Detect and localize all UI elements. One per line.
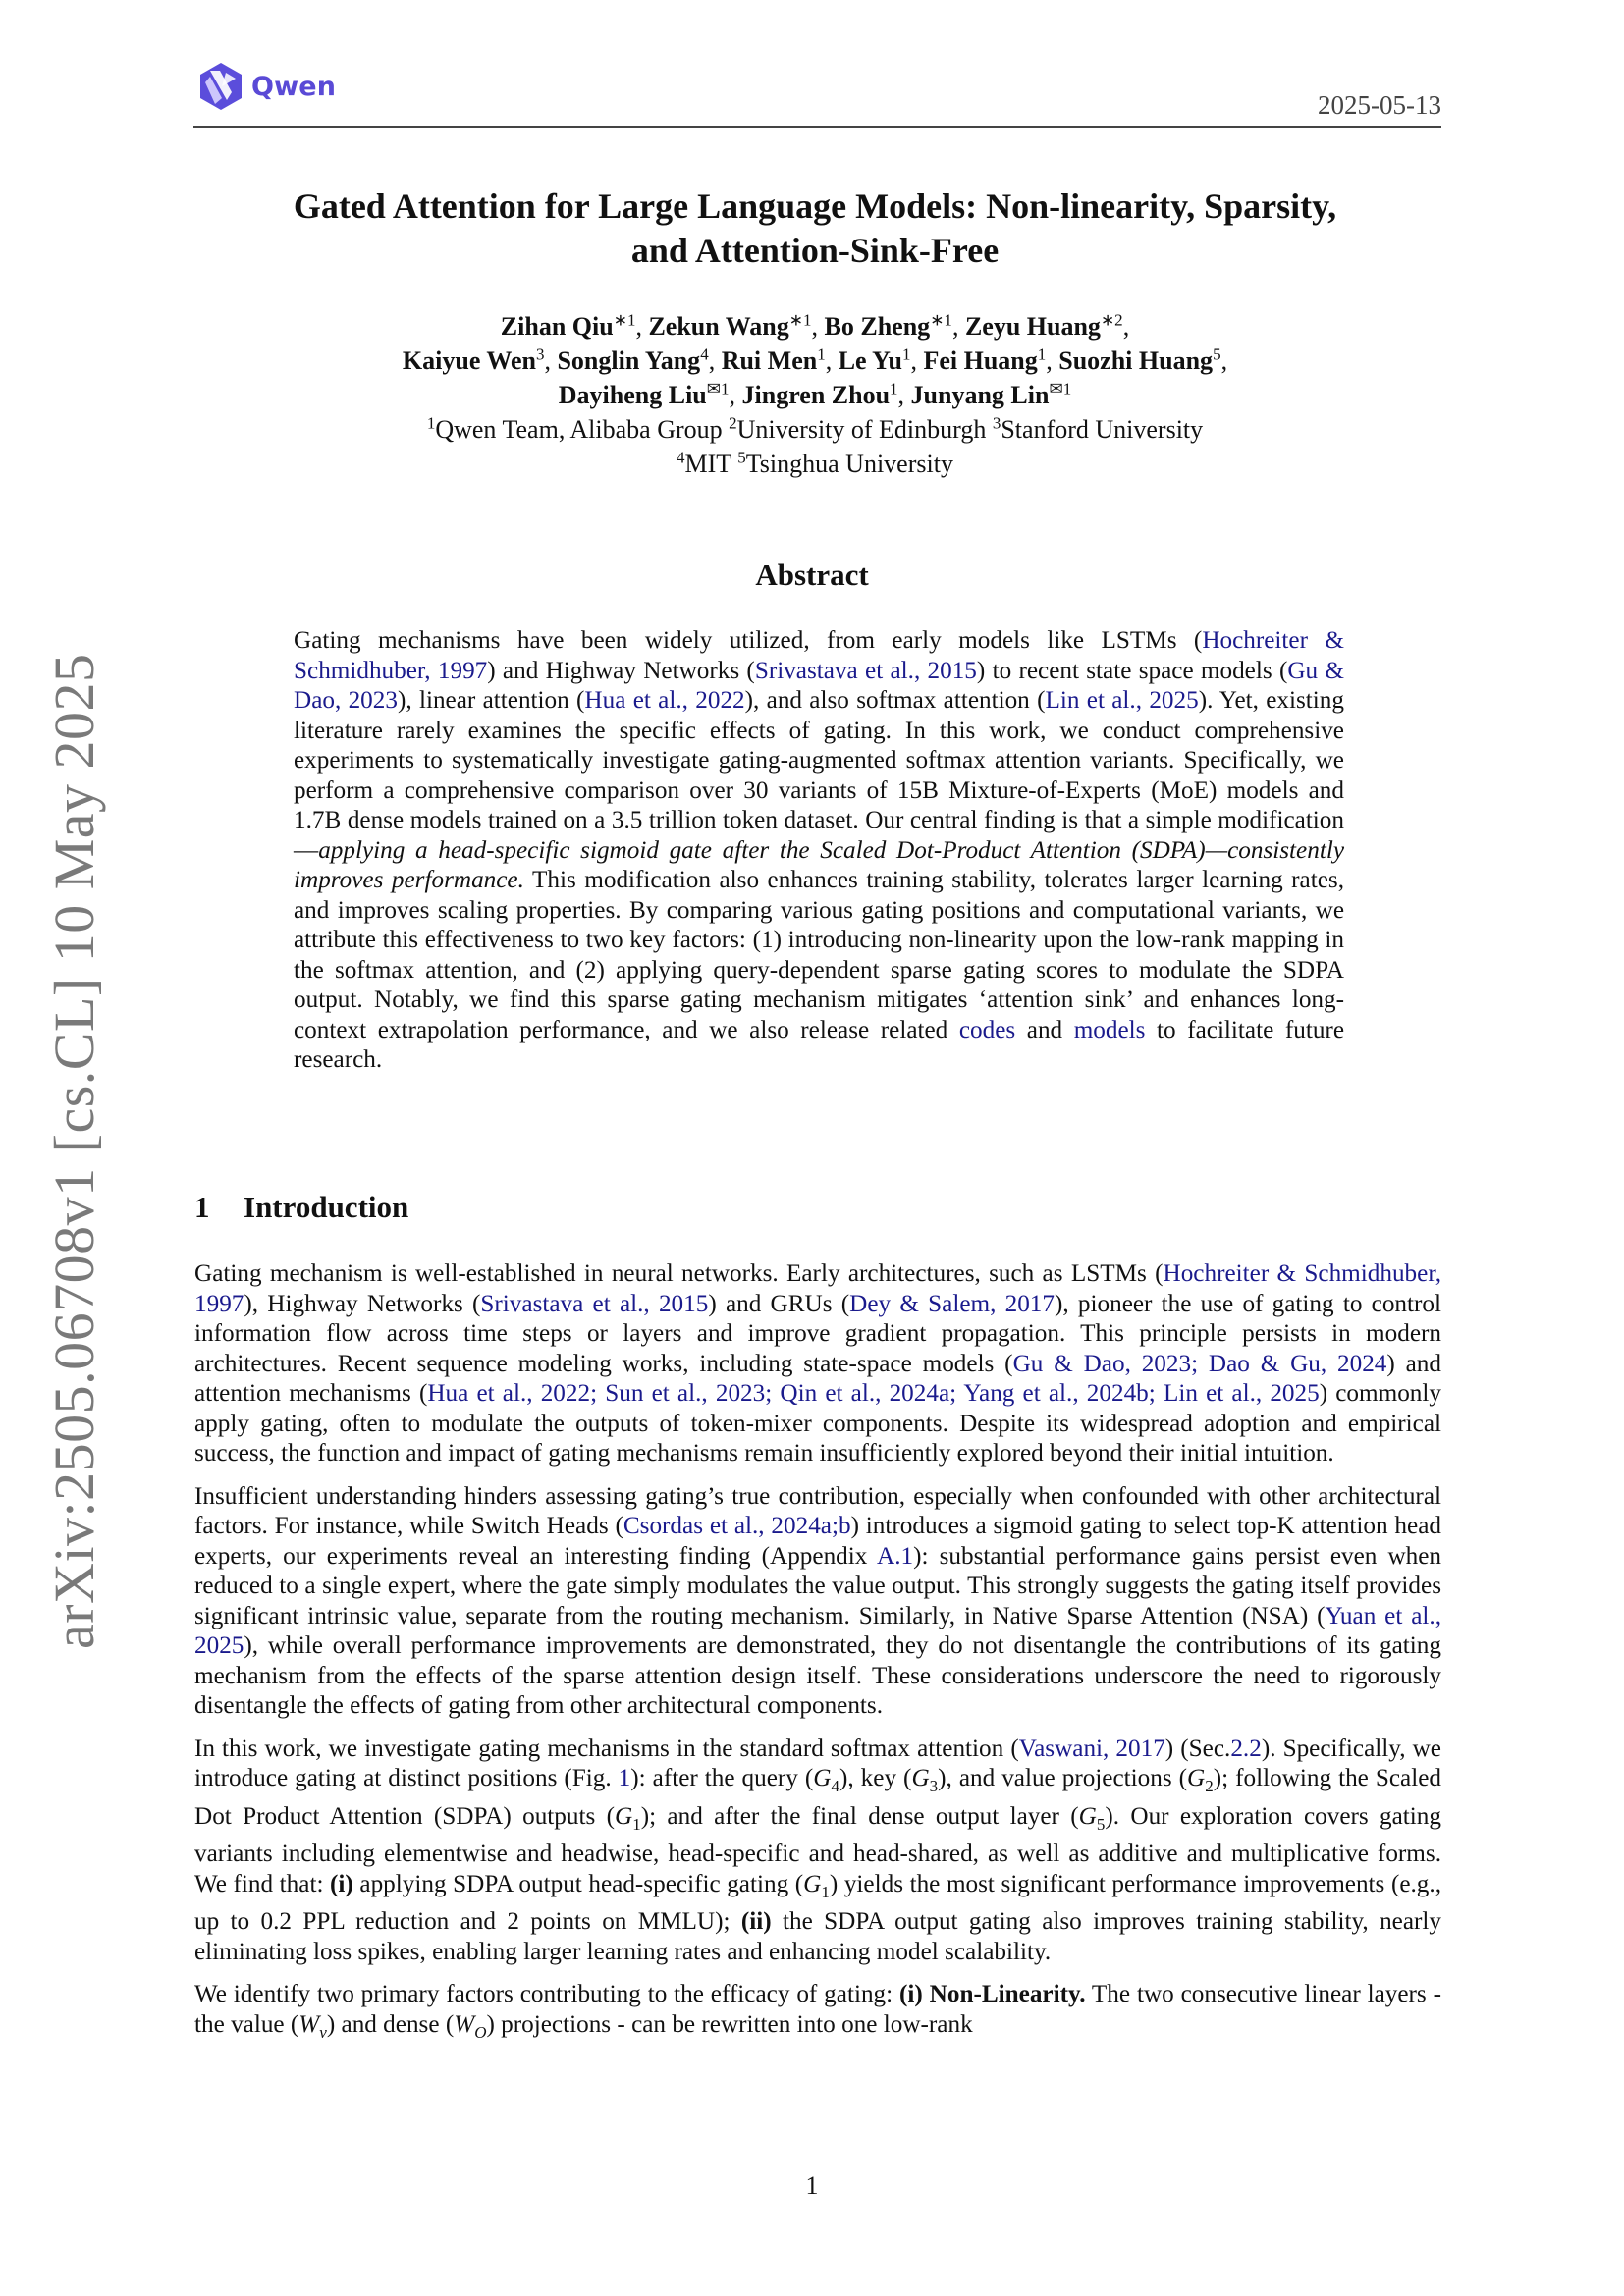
author-mark: 1 [901, 345, 911, 364]
text: the SDPA output gating also improves training stability, nearly eliminating loss spikes, enabling larger learning rates and enhancing model scalability. [194, 1908, 1442, 1965]
text: ), and value projections ( [938, 1765, 1188, 1791]
models-link[interactable]: models [1073, 1016, 1146, 1043]
author-name: Jingren Zhou [741, 381, 891, 409]
affiliation-mark: 4 [677, 448, 685, 467]
author-name: Rui Men [721, 347, 818, 375]
affiliation-mark: 3 [992, 413, 1001, 433]
bold-marker: (ii) [740, 1908, 772, 1936]
qwen-logo-icon [196, 61, 245, 112]
math-wo: $W_O$ [454, 2010, 487, 2042]
qwen-logo [196, 61, 336, 112]
section-link[interactable]: 2.2 [1230, 1735, 1262, 1762]
logo-wordmark: Qwen [251, 71, 337, 102]
text: ). Yet, existing literature rarely examines the specific effects of gating. In this work, we conduct comprehensive experiments to systematically investigate gating-augmented softmax attention variants. Specifically, we perform a comprehensive comparison over 30 variants of 15B Mixture-of-Experts (MoE) models and 1.7B dense models trained on a 3.5 trillion token dataset. Our central finding is that a simple modification— [294, 687, 1344, 864]
citation-link[interactable]: Sun et al., 2023 [605, 1380, 766, 1407]
text: ): substantial performance gains persist even when reduced to a single expert, where the gate simply modulates the value output. This strongly suggests the gating itself provides significant intrinsic value, separate from the routing mechanism. Similarly, in Native Sparse Attention (NSA) ( [194, 1542, 1441, 1629]
author-name: Songlin Yang [557, 347, 701, 375]
paragraph-1 [194, 1259, 1441, 1469]
citation-link[interactable]: Vaswani, 2017 [1018, 1735, 1165, 1762]
citation-link[interactable]: Hochreiter & Schmidhuber, 1997 [194, 1260, 1441, 1317]
bold-heading: (i) Non-Linearity. [899, 1981, 1086, 2008]
citation-link[interactable]: Dey & Salem, 2017 [849, 1290, 1055, 1317]
author-name: Dayiheng Liu [558, 381, 707, 409]
text: ) and Highway Networks ( [487, 657, 755, 684]
codes-link[interactable]: codes [958, 1016, 1016, 1043]
text: ) (Sec. [1164, 1735, 1231, 1762]
text: ), Highway Networks ( [244, 1290, 481, 1317]
text: ). Specifically, we introduce gating at distinct positions (Fig. [194, 1735, 1441, 1791]
text: Gating mechanisms have been widely utilized, from early models like LSTMs ( [294, 627, 1203, 654]
arxiv-stamp: arXiv:2505.06708v1 [cs.CL] 10 May 2025 [42, 653, 106, 1649]
text: ), linear attention ( [397, 687, 585, 714]
separator: ; [765, 1380, 781, 1407]
text: ). Our exploration covers gating variants including elementwise and headwise, head-specific and head-shared, as well as additive and multiplicative forms. We find that: [194, 1802, 1441, 1897]
author-line-2: Kaiyue Wen$^3$, Songlin Yang$^4$, Rui Men$^1$, Le Yu$^1$, Fei Huang$^1$, Suozhi Huang$^5$, [402, 345, 1228, 375]
math-g5: $G_5$ [1078, 1802, 1106, 1834]
math-g1: $G_1$ [803, 1870, 830, 1901]
author-name: Suozhi Huang [1058, 347, 1214, 375]
citation-link[interactable]: Qin et al., 2024a [780, 1380, 950, 1407]
author-name: Fei Huang [923, 347, 1038, 375]
text: We identify two primary factors contributing to the efficacy of gating: [194, 1981, 900, 2008]
author-mark: ∗1 [788, 310, 812, 330]
page-number: 1 [805, 2171, 819, 2200]
author-name: Kaiyue Wen [402, 347, 536, 375]
author-name: Le Yu [838, 347, 902, 375]
citation-link[interactable]: Gu & Dao, 2023 [294, 657, 1345, 714]
paragraph-4 [194, 1980, 1441, 2048]
section-heading [194, 1190, 408, 1225]
text: ), pioneer the use of gating to control information flow across time steps or layers and improve gradient propagation. This principle persists in modern architectures. Recent sequence modeling works, including state-space models ( [194, 1290, 1442, 1377]
text: ), while overall performance improvements are demonstrated, they do not disentangle the contributions of its gating mechanism from the effects of the sparse attention design itself. These considerations underscore the need to rigorously disentangle the effects of gating from other architectural components. [194, 1632, 1441, 1719]
emphasis-text: applying a head-specific sigmoid gate after the Scaled Dot-Product Attention (SDPA)—consistently improves performance. [294, 836, 1344, 893]
author-mark: 4 [700, 345, 709, 364]
text: to facilitate future research. [294, 1016, 1344, 1073]
math-g2: $G_2$ [1187, 1765, 1214, 1796]
text: ) to recent state space models ( [976, 657, 1288, 684]
header-rule [193, 126, 1441, 128]
text: The two consecutive linear layers - the value ( [194, 1981, 1441, 2038]
citation-link[interactable]: Lin et al., 2025 [1163, 1380, 1320, 1407]
separator: ; [949, 1380, 964, 1407]
author-mark: 1 [890, 379, 898, 399]
author-mark: 1 [1037, 345, 1047, 364]
appendix-link[interactable]: A.1 [877, 1542, 914, 1570]
author-mark: ∗2 [1100, 310, 1123, 330]
text: This modification also enhances training stability, tolerates larger learning rates, and improves scaling properties. By comparing various gating positions and computational variants, we attribute this effectiveness to two key factors: (1) introducing non-linearity upon the low-rank mapping in the softmax attention, and (2) applying query-dependent sparse gating scores to modulate the SDPA output. Notably, we find this sparse gating mechanism mitigates ‘attention sink’ and enhances long-context extrapolation performance, and we also release related [294, 867, 1345, 1043]
math-wv: $W_v$ [298, 2010, 327, 2042]
text: ); and after the final dense output layer ( [640, 1802, 1079, 1830]
citation-link[interactable]: Yang et al., 2024b [963, 1380, 1149, 1407]
affiliation: University of Edinburgh [736, 415, 987, 444]
text: and [1015, 1016, 1074, 1043]
author-mark: ✉1 [706, 379, 730, 399]
citation-link[interactable]: Srivastava et al., 2015 [480, 1290, 709, 1317]
text: ), key ( [839, 1765, 912, 1791]
affiliation: Stanford University [1001, 415, 1204, 444]
abstract-body [294, 626, 1344, 1076]
text: In this work, we investigate gating mechanisms in the standard softmax attention ( [194, 1735, 1019, 1762]
author-line-1: Zihan Qiu$^{∗1}$, Zekun Wang$^{∗1}$, Bo Zheng$^{∗1}$, Zeyu Huang$^{∗2}$, [500, 310, 1130, 341]
affiliation: Qwen Team, Alibaba Group [435, 415, 723, 444]
affiliation-mark: 1 [426, 413, 436, 433]
separator: ; [1191, 1350, 1209, 1377]
text: ), and also softmax attention ( [744, 687, 1046, 714]
text: Gating mechanism is well-established in neural networks. Early architectures, such as LSTMs ( [194, 1260, 1164, 1287]
citation-link[interactable]: Dao & Gu, 2024 [1208, 1350, 1387, 1377]
section-number: 1 [194, 1190, 210, 1224]
author-name: Zihan Qiu [500, 312, 614, 341]
citation-link[interactable]: Yuan et al., 2025 [194, 1602, 1441, 1659]
affiliation-mark: 2 [729, 413, 737, 433]
text: Insufficient understanding hinders assessing gating’s true contribution, especially when confounded with other architectural factors. For instance, while Switch Heads ( [194, 1482, 1441, 1539]
title-line-1: Gated Attention for Large Language Models: Non-linearity, Sparsity, [293, 187, 1337, 226]
paragraph-3 [194, 1735, 1441, 1968]
separator: ; [1148, 1380, 1164, 1407]
citation-link[interactable]: Csordas et al., 2024a;b [623, 1513, 851, 1539]
citation-link[interactable]: Gu & Dao, 2023 [1012, 1350, 1192, 1377]
citation-link[interactable]: Lin et al., 2025 [1045, 687, 1199, 714]
author-mark: 3 [535, 345, 545, 364]
author-name: Zeyu Huang [964, 312, 1101, 341]
citation-link[interactable]: Hua et al., 2022 [427, 1380, 591, 1407]
author-name: Zekun Wang [648, 312, 789, 341]
text: ) and GRUs ( [708, 1290, 850, 1317]
separator: ; [590, 1380, 606, 1407]
author-name: Bo Zheng [824, 312, 931, 341]
math-g4: $G_4$ [813, 1765, 839, 1796]
paragraph-2 [194, 1482, 1441, 1722]
text: ) introduces a sigmoid gating to select top-K attention head experts, our experiments reveal an interesting finding (Appendix [194, 1513, 1441, 1570]
author-block [255, 309, 1375, 481]
title-line-2: and Attention-Sink-Free [630, 231, 1000, 270]
citation-link[interactable]: Hua et al., 2022 [584, 687, 745, 714]
text: ); following the Scaled Dot Product Attention (SDPA) outputs ( [194, 1765, 1441, 1830]
author-mark: 1 [817, 345, 826, 364]
citation-link[interactable]: Srivastava et al., 2015 [754, 657, 977, 684]
section-title: Introduction [244, 1190, 409, 1224]
affiliation: MIT [684, 450, 731, 478]
affiliation-line-2 [255, 447, 1375, 481]
citation-link[interactable]: Hochreiter & Schmidhuber, 1997 [294, 627, 1345, 684]
author-mark: ∗1 [613, 310, 636, 330]
math-g1: $G_1$ [615, 1802, 641, 1834]
affiliation-mark: 5 [737, 448, 746, 467]
affiliation: Tsinghua University [745, 450, 953, 478]
bold-marker: (i) [330, 1870, 353, 1897]
author-mark: ✉1 [1049, 379, 1072, 399]
text: ): after the query ( [630, 1765, 814, 1791]
author-name: Junyang Lin [910, 381, 1050, 409]
paper-title [157, 185, 1473, 273]
text: ) projections - can be rewritten into one low-rank [486, 2010, 973, 2038]
text: applying SDPA output head-specific gating ( [352, 1870, 804, 1897]
text: ) commonly apply gating, often to modulate the outputs of token-mixer components. Despite its widespread adoption and empirical success, the function and impact of gating mechanisms remain insufficiently explored beyond their initial intuition. [194, 1380, 1441, 1467]
text: ) and dense ( [326, 2010, 455, 2038]
affiliation-line-1 [255, 412, 1375, 447]
figure-link[interactable]: 1 [618, 1765, 631, 1791]
abstract-heading: Abstract [755, 558, 869, 592]
author-line-3: Dayiheng Liu$^{✉1}$, Jingren Zhou$^1$, Junyang Lin$^{✉1}$ [558, 379, 1072, 409]
header-date: 2025-05-13 [1318, 90, 1441, 120]
text: ) and attention mechanisms ( [194, 1350, 1441, 1407]
text: ) yields the most significant performance improvements (e.g., up to 0.2 PPL reduction and 2 points on MMLU); [194, 1870, 1441, 1936]
introduction-body [194, 1259, 1441, 2060]
author-mark: ∗1 [930, 310, 952, 330]
author-mark: 5 [1213, 345, 1221, 364]
math-g3: $G_3$ [911, 1765, 939, 1796]
